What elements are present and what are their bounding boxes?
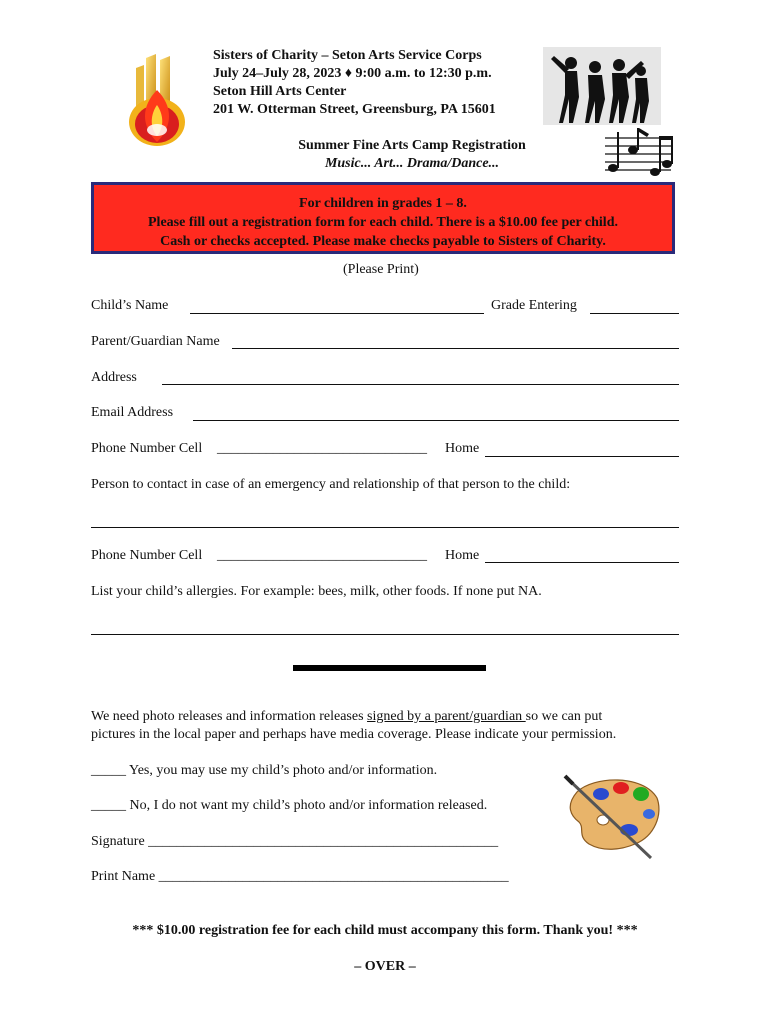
camp-title-block	[282, 137, 542, 173]
fee-note: *** $10.00 registration fee for each child must accompany this form. Thank you! ***	[132, 923, 638, 938]
print-name-field[interactable]: Print Name __________________________________________________	[91, 869, 509, 884]
allergies-field[interactable]	[91, 634, 679, 635]
grade-entering-field[interactable]	[590, 313, 679, 314]
org-name: Sisters of Charity – Seton Arts Service Corps	[213, 48, 482, 63]
notice-payment: Cash or checks accepted. Please make checks payable to Sisters of Charity.	[160, 234, 606, 249]
emergency-phone-cell-field[interactable]: ______________________________	[217, 548, 427, 563]
phone-cell-field[interactable]: ______________________________	[217, 441, 427, 456]
parent-name-field[interactable]	[232, 348, 679, 349]
email-field[interactable]	[193, 420, 679, 421]
emergency-contact-field[interactable]	[91, 527, 679, 528]
phone-cell-label: Phone Number Cell	[91, 441, 203, 456]
notice-fee: Please fill out a registration form for each child. There is a $10.00 fee per child.	[148, 215, 618, 230]
photo-release-text-2: pictures in the local paper and perhaps have media coverage. Please indicate your permission.	[91, 727, 617, 742]
email-label: Email Address	[91, 405, 174, 420]
section-divider	[293, 665, 486, 671]
signature-field[interactable]: Signature __________________________________________________	[91, 834, 499, 849]
phone-home-label: Home	[445, 441, 480, 456]
photo-release-before: We need photo releases and information releases	[91, 709, 368, 724]
emergency-phone-cell-label: Phone Number Cell	[91, 548, 203, 563]
camp-header	[213, 47, 496, 119]
notice-grades: For children in grades 1 – 8.	[299, 196, 467, 211]
music-notes-icon	[603, 124, 673, 180]
venue-address: 201 W. Otterman Street, Greensburg, PA 15601	[213, 102, 496, 117]
emergency-contact-label: Person to contact in case of an emergency and relationship of that person to the child:	[91, 477, 571, 492]
please-print-note: (Please Print)	[343, 262, 419, 277]
flame-logo-icon	[122, 50, 192, 150]
emergency-phone-home-field[interactable]	[485, 562, 679, 563]
photo-release-text	[91, 709, 602, 725]
notice-box	[91, 182, 675, 254]
photo-yes-option[interactable]: _____ Yes, you may use my child’s photo and/or information.	[91, 763, 438, 778]
venue-name: Seton Hill Arts Center	[213, 84, 347, 99]
registration-title: Summer Fine Arts Camp Registration	[298, 138, 526, 153]
camp-subjects: Music... Art... Drama/Dance...	[324, 156, 500, 171]
photo-release-after: so we can put	[525, 709, 603, 724]
over-note: – OVER –	[354, 959, 416, 974]
child-name-label: Child’s Name	[91, 298, 169, 313]
grade-entering-label: Grade Entering	[491, 298, 577, 313]
emergency-phone-home-label: Home	[445, 548, 480, 563]
child-name-field[interactable]	[190, 313, 484, 314]
camp-dates: July 24–July 28, 2023 ♦ 9:00 a.m. to 12:30 p.m.	[213, 66, 492, 81]
parent-name-label: Parent/Guardian Name	[91, 334, 220, 349]
photo-no-option[interactable]: _____ No, I do not want my child’s photo and/or information released.	[91, 798, 488, 813]
address-label: Address	[91, 370, 137, 385]
photo-release-signed: signed by a parent/guardian	[367, 709, 526, 724]
paint-palette-icon	[563, 774, 663, 860]
dancers-image-icon	[543, 47, 661, 125]
phone-home-field[interactable]	[485, 456, 679, 457]
address-field[interactable]	[162, 384, 679, 385]
allergies-label: List your child’s allergies. For example: bees, milk, other foods. If none put NA.	[91, 584, 542, 599]
